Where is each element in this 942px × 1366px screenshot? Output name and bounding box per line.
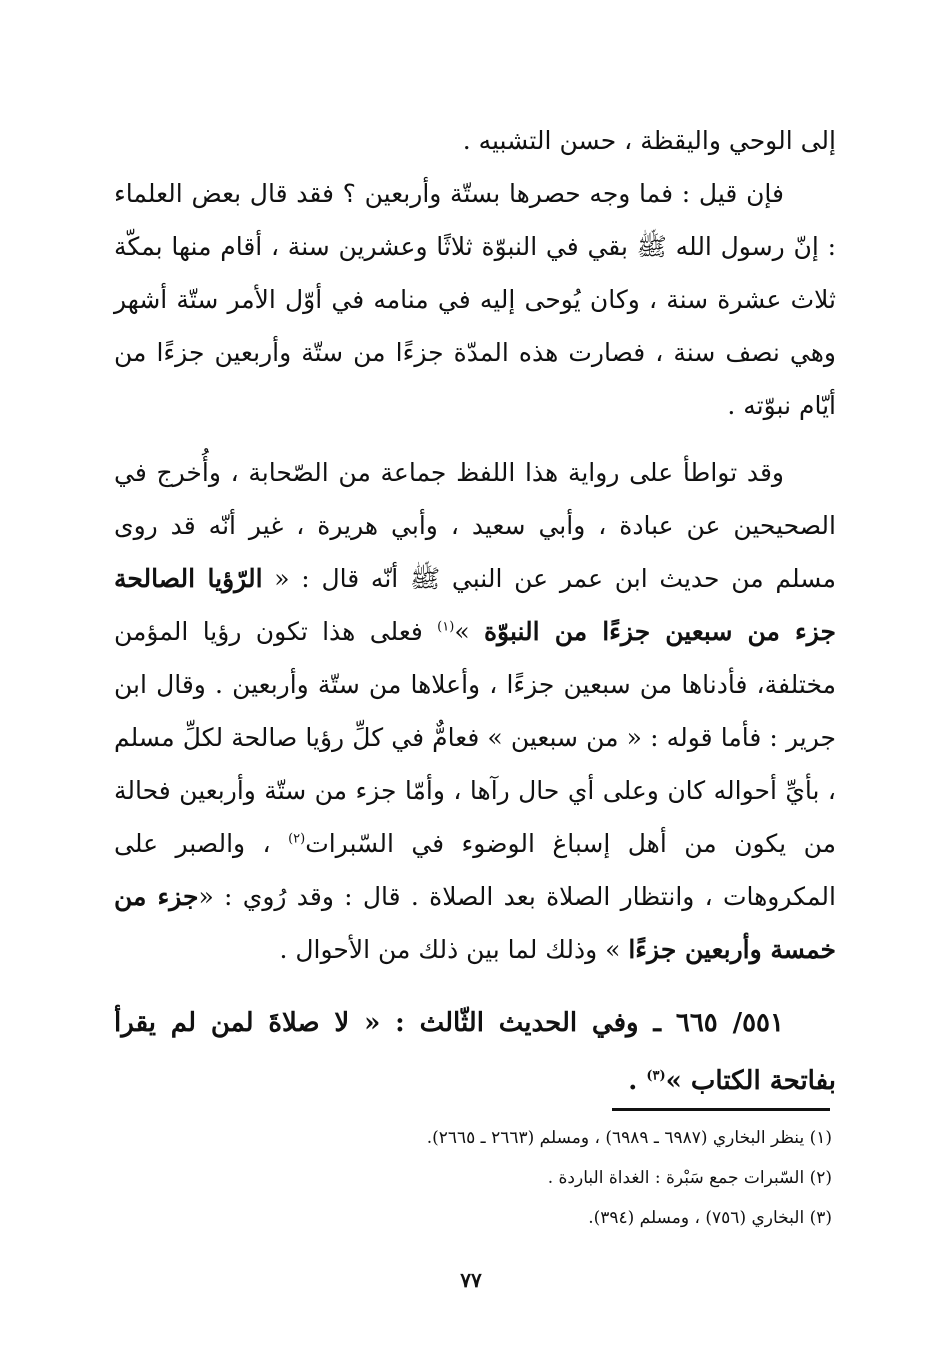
paragraph-continuation: إلى الوحي واليقظة ، حسن التشبيه . bbox=[462, 126, 836, 155]
footnote-3: (٣) البخاري (٧٥٦) ، ومسلم (٣٩٤). bbox=[588, 1208, 832, 1228]
hadith-heading-text: ٥٥١/ ٦٦٥ ـ وفي الحديث الثّالث : « لا صلاةَ لمن لم يقرأ بفاتحة الكتاب » bbox=[114, 1008, 836, 1096]
hadith-quote-bold: الرّؤيا الصالحة جزء من سبعين جزءًا من النبوّة bbox=[114, 564, 836, 646]
paragraph-narration bbox=[114, 446, 836, 976]
page-number: ٧٧ bbox=[460, 1268, 482, 1292]
footnote-divider bbox=[612, 1108, 830, 1111]
narration-text-1: وقد تواطأ على رواية هذا اللفظ جماعة من الصّحابة ، وأُخرج في الصحيحين عن عبادة ، وأبي سعيد ، وأبي هريرة ، غير أنّه قد روى مسلم من حديث ابن عمر عن النبي ﷺ أنّه قال : « bbox=[114, 458, 837, 593]
narration-text-5: » وذلك لما بين ذلك من الأحوال . bbox=[279, 935, 629, 964]
footnote-1: (١) ينظر البخاري (٦٩٨٧ ـ ٦٩٨٩) ، ومسلم (٢٦٦٣ ـ ٢٦٦٥). bbox=[426, 1128, 832, 1148]
hadith-heading bbox=[114, 994, 836, 1110]
paragraph-question: فإن قيل : فما وجه حصرها بستّة وأربعين ؟ فقد قال بعض العلماء : إنّ رسول الله ﷺ بقي في النبوّة ثلاثًا وعشرين سنة ، أقام منها بمكّة ثلاث عشرة سنة ، وكان يُوحى إليه في منامه في أوّل الأمر ستّة أشهر وهي نصف سنة ، فصارت هذه المدّة جزءًا من ستّة وأربعين جزءًا من أيّام نبوّته . bbox=[114, 179, 836, 420]
footnote-ref-1[interactable]: (١) bbox=[437, 619, 455, 635]
footnotes bbox=[150, 1118, 832, 1238]
main-text bbox=[114, 114, 836, 1110]
narration-text-3: فعلى هذا تكون رؤيا المؤمن مختلفة، فأدناها من سبعين جزءًا ، وأعلاها من ستّة وأربعين . وقال ابن جرير : فأما قوله : « من سبعين » فعامٌّ في كلِّ رؤيا صالحة لكلِّ مسلم ، بأيِّ أحواله كان وعلى أي حال رآها ، وأمّا جزء من ستّة وأربعين فحالة من يكون من أهل إسباغ الوضوء في السّبرات bbox=[114, 617, 836, 858]
footnote-ref-2[interactable]: (٢) bbox=[288, 831, 306, 847]
hadith-quote-bold-2: جزء من خمسة وأربعين جزءًا bbox=[114, 882, 836, 964]
narration-text-4: ، والصبر على المكروهات ، وانتظار الصلاة بعد الصلاة . قال : وقد رُوي : « bbox=[114, 829, 836, 911]
hadith-heading-end: . bbox=[628, 1066, 647, 1096]
narration-text-2: » bbox=[454, 617, 484, 646]
footnote-ref-3[interactable]: (٣) bbox=[646, 1068, 666, 1084]
footnote-2: (٢) السّبرات جمع سَبْرة : الغداة الباردة . bbox=[547, 1168, 832, 1188]
